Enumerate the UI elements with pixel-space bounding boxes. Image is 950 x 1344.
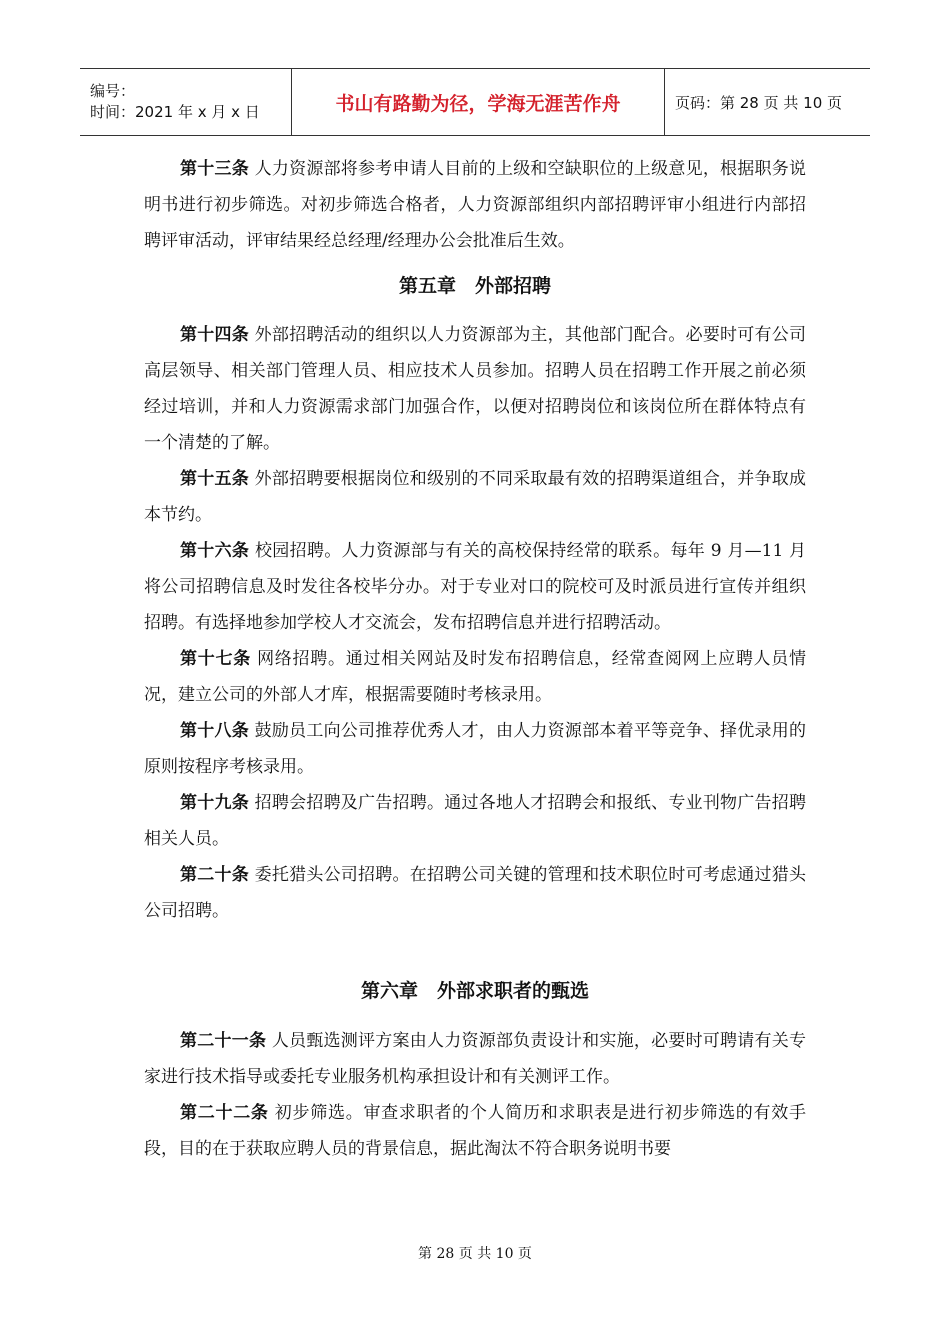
header-motto: 书山有路勤为径，学海无涯苦作舟 <box>335 92 621 115</box>
article-title: 第十八条 <box>180 721 249 741</box>
article-14 <box>144 317 806 461</box>
article-text: 招聘会招聘及广告招聘。通过各地人才招聘会和报纸、专业刊物广告招聘相关人员。 <box>144 793 807 849</box>
article-title: 第十四条 <box>180 325 249 345</box>
article-19 <box>144 785 806 857</box>
page-footer <box>0 1243 950 1263</box>
article-text: 外部招聘要根据岗位和级别的不同采取最有效的招聘渠道组合，并争取成本节约。 <box>144 469 807 525</box>
article-17 <box>144 641 806 713</box>
article-text: 校园招聘。人力资源部与有关的高校保持经常的联系。每年 9 月—11 月将公司招聘信息及时发往各校毕分办。对于专业对口的院校可及时派员进行宣传并组织招聘。有选择地参加学校人才交流会，发布招聘信息并进行招聘活动。 <box>144 541 806 633</box>
chapter-6-heading: 第六章 外部求职者的甄选 <box>360 980 589 1002</box>
article-text: 网络招聘。通过相关网站及时发布招聘信息，经常查阅网上应聘人员情况，建立公司的外部人才库，根据需要随时考核录用。 <box>144 649 807 705</box>
document-date-label: 时间：2021 年 x 月 x 日 <box>90 103 260 121</box>
article-title: 第十七条 <box>180 649 251 669</box>
header-meta-cell <box>80 69 292 136</box>
article-text: 人力资源部将参考申请人目前的上级和空缺职位的上级意见，根据职务说明书进行初步筛选。对初步筛选合格者，人力资源部组织内部招聘评审小组进行内部招聘评审活动，评审结果经总经理/经理办公会批准后生效。 <box>144 159 807 251</box>
header-motto-cell <box>292 69 665 136</box>
article-13 <box>144 151 806 259</box>
header-page-cell <box>665 69 871 136</box>
article-title: 第十六条 <box>180 541 250 561</box>
document-header <box>80 68 870 136</box>
footer-page-number: 第 28 页 共 10 页 <box>418 1246 532 1262</box>
article-21 <box>144 1023 806 1095</box>
article-title: 第十九条 <box>180 793 249 813</box>
article-title: 第二十二条 <box>180 1103 269 1123</box>
document-body <box>144 151 806 1167</box>
article-20 <box>144 857 806 929</box>
article-title: 第十三条 <box>180 159 249 179</box>
article-title: 第二十条 <box>180 865 249 885</box>
chapter-5-heading: 第五章 外部招聘 <box>398 275 551 297</box>
article-title: 第十五条 <box>180 469 249 489</box>
document-number-label: 编号： <box>90 82 136 100</box>
article-text: 委托猎头公司招聘。在招聘公司关键的管理和技术职位时可考虑通过猎头公司招聘。 <box>144 865 807 921</box>
article-15 <box>144 461 806 533</box>
article-title: 第二十一条 <box>180 1031 267 1051</box>
article-22 <box>144 1095 806 1167</box>
article-text: 初步筛选。审查求职者的个人简历和求职表是进行初步筛选的有效手段，目的在于获取应聘人员的背景信息，据此淘汰不符合职务说明书要 <box>144 1103 806 1159</box>
article-16 <box>144 533 806 641</box>
header-page-number: 页码：第 28 页 共 10 页 <box>675 93 843 112</box>
article-text: 人员甄选测评方案由人力资源部负责设计和实施，必要时可聘请有关专家进行技术指导或委托专业服务机构承担设计和有关测评工作。 <box>144 1031 807 1087</box>
section-spacer <box>144 929 806 955</box>
article-text: 外部招聘活动的组织以人力资源部为主，其他部门配合。必要时可有公司高层领导、相关部门管理人员、相应技术人员参加。招聘人员在招聘工作开展之前必须经过培训，并和人力资源需求部门加强合作，以便对招聘岗位和该岗位所在群体特点有一个清楚的了解。 <box>144 325 807 453</box>
article-text: 鼓励员工向公司推荐优秀人才，由人力资源部本着平等竞争、择优录用的原则按程序考核录用。 <box>144 721 807 777</box>
article-18 <box>144 713 806 785</box>
